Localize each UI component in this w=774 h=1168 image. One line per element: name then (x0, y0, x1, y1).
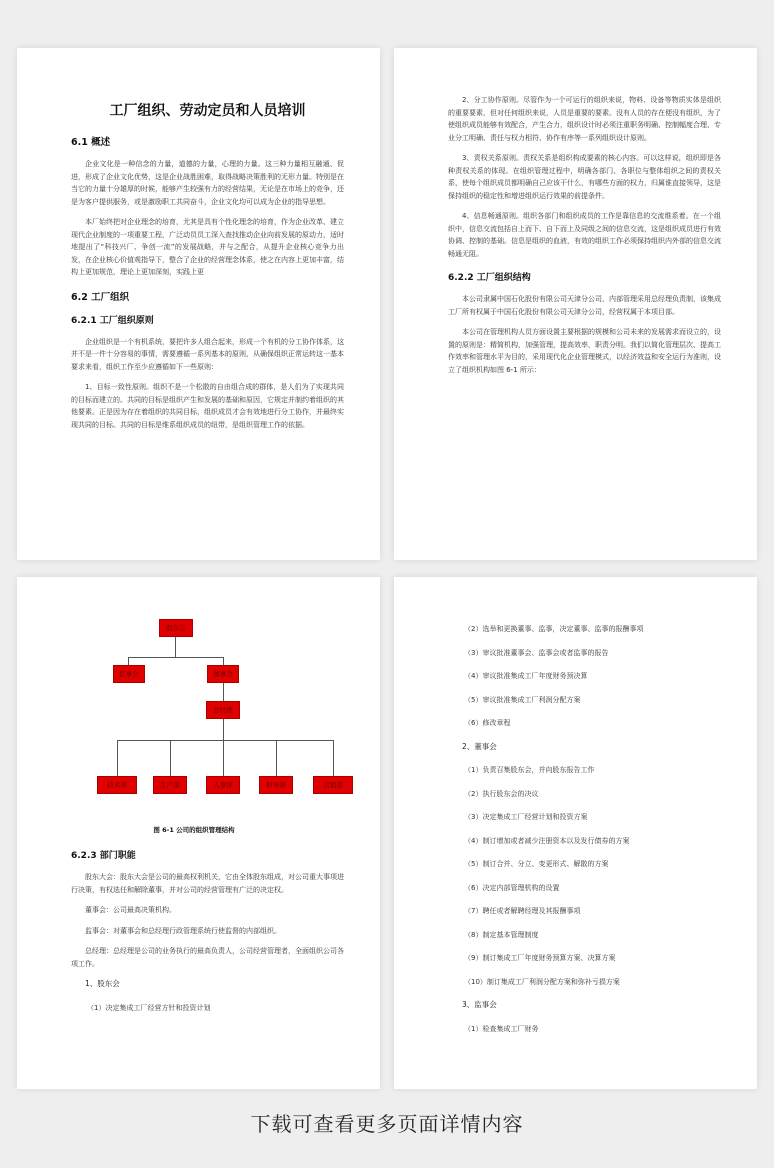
paragraph: 4、信息畅通原则。组织各部门和组织成员的工作是靠信息的交流维系着。在一个组织中，信息交流包括自上而下、自下而上及同级之间的信息交流，这是组织成员进行有效协调、控制的基础。信息是组织的血液，有效的组织工作必须保持组织内外部的信息交流畅通无阻。 (448, 212, 721, 258)
org-chart (49, 619, 343, 819)
org-box-board: 董事会 (207, 665, 239, 683)
paragraph: 董事会：公司最高决策机构。 (85, 906, 176, 914)
list-item: （5）制订合并、分立、变更形式、解散的方案 (464, 860, 609, 868)
connector-line (223, 719, 224, 740)
list-item: （6）决定内部管理机构的设置 (464, 883, 560, 892)
document-title: 工厂组织、劳动定员和人员培训 (109, 103, 306, 119)
list-item: （4）制订增加或者减少注册资本以及发行债券的方案 (464, 836, 630, 845)
org-box-shareholders: 股东会 (159, 619, 193, 637)
section-6-2-heading: 6.2 工厂组织 (71, 291, 130, 303)
org-box-general-manager: 总经理 (206, 701, 240, 719)
section-6-1-heading: 6.1 概述 (71, 137, 111, 148)
org-box-dept: 财务部 (259, 776, 293, 794)
list-item: （2）选举和更换董事、监事，决定董事、监事的报酬事项 (464, 625, 644, 633)
list-item: （5）审议批准集成工厂利润分配方案 (464, 695, 581, 704)
connector-line (175, 637, 176, 657)
paragraph: 3、责权关系原则。责权关系是组织构成要素的核心内容。可以这样说，组织即是各种责权关系的体现。在组织管理过程中，明确各部门、各职位与整体组织之间的责权关系，使每个组织成员都明确自己应该干什么，有哪些方面的权力，归属谁直接领导，这是保持组织的稳定性和增进组织运行效果的前提条件。 (448, 154, 721, 200)
figure-caption: 图 6-1 公司的组织管理结构 (153, 826, 235, 834)
document-page-2 (394, 48, 757, 560)
connector-line (117, 740, 118, 776)
paragraph: 总经理：总经理是公司的业务执行的最高负责人，公司经营管理者，全面组织公司各项工作。 (71, 947, 344, 968)
connector-line (333, 740, 334, 776)
section-6-2-2-heading: 6.2.2 工厂组织结构 (448, 273, 531, 283)
connector-line (223, 740, 224, 776)
list-item: （6）修改章程 (464, 719, 511, 727)
section-6-2-1-heading: 6.2.1 工厂组织原则 (71, 315, 154, 326)
list-item: （1）负责召集股东会，并向股东报告工作 (464, 766, 595, 774)
document-page-1 (17, 48, 380, 560)
subsection-label: 2、董事会 (462, 741, 497, 751)
org-box-dept: 营销部 (313, 776, 353, 794)
connector-line (223, 657, 224, 665)
org-box-dept: 人事部 (206, 776, 240, 794)
paragraph: 本公司隶属中国石化股份有限公司天津分公司，内部管理采用总经理负责制，该集成工厂所有权属于中国石化股份有限公司天津分公司，经营权属于本项目部。 (448, 295, 721, 316)
list-item: （10）制订集成工厂利润分配方案和弥补亏损方案 (464, 977, 620, 986)
list-item: （4）审议批准集成工厂年度财务预决算 (464, 672, 588, 680)
paragraph: 监事会：对董事会和总经理行政管理系统行使监督的内部组织。 (85, 926, 281, 935)
paragraph: 本公司在管理机构人员方面设置主要根据的规模和公司未来的发展需求而设立的，设置的原则是：精简机构，加强管理，提高效率，职责分明。我们以简化管理层次、提高工作效率和管理水平为目的，采用现代化企业管理模式，以经济效益和安全运行为准则，设立了组织机构如图 6-1 所示： (448, 328, 721, 374)
connector-line (170, 740, 171, 776)
document-page-3 (17, 577, 380, 1089)
org-box-supervisors: 监事会 (113, 665, 145, 683)
list-item: （1）决定集成工厂经营方针和投资计划 (87, 1003, 211, 1012)
subsection-label: 3、监事会 (462, 1000, 497, 1009)
connector-line (128, 657, 129, 665)
list-item: （7）聘任或者解聘经理及其报酬事项 (464, 907, 581, 915)
connector-line (128, 657, 223, 658)
download-more-link[interactable]: 下载可查看更多页面详情内容 (250, 1112, 524, 1136)
list-item: （1）检查集成工厂财务 (464, 1024, 539, 1033)
list-item: （3）审议批准董事会、监事会或者监事的报告 (464, 648, 609, 657)
section-6-2-3-heading: 6.2.3 部门职能 (71, 851, 136, 861)
connector-line (117, 740, 333, 741)
document-page-4 (394, 577, 757, 1089)
paragraph: 企业组织是一个有机系统，要把许多人组合起来，形成一个有机的分工协作体系，这并不是一件十分容易的事情，需要遵循一系列基本的原则，从确保组织正常运转这一基本要求来看，组织工作至少应遵循如下一些原则： (71, 337, 344, 371)
list-item: （8）制定基本管理制度 (464, 930, 539, 939)
paragraph: 本厂始终把对企业理念的培育，尤其是具有个性化理念的培育，作为企业改革、建立现代企业制度的一项重要工程，广泛动员员工深入查找推动企业向前发展的原动力，适时地提出了“科技兴厂、争创一流”的发展战略，并与之配合，从提升企业核心竞争力出发，在企业核心价值观指导下，整合了企业的经营理念体系，使之在内容上更加丰富，结构上更加规范，理论上更加深刻，实践上更 (71, 218, 344, 276)
list-item: （3）决定集成工厂经营计划和投资方案 (464, 813, 588, 821)
connector-line (276, 740, 277, 776)
org-box-dept: 生产部 (153, 776, 187, 794)
list-item: （2）执行股东会的决议 (464, 789, 539, 798)
org-box-dept: 技术部 (97, 776, 137, 794)
paragraph: 1、目标一致性原则。组织不是一个松散的自由组合成的群体，是人们为了实现共同的目标而建立的。共同的目标是组织产生和发展的基础和原因，它规定并制约着组织的其他要素。正是因为存在着组织的共同目标，组织成员才会有效地进行分工协作，并最终实现共同的目标。共同的目标是维系组织成员的纽带，是组织管理工作的依据。 (71, 383, 344, 429)
paragraph: 股东大会：股东大会是公司的最高权利机关，它由全体股东组成，对公司重大事项进行决策，有权选任和解除董事，并对公司的经营管理有广泛的决定权。 (71, 873, 344, 894)
connector-line (223, 683, 224, 701)
paragraph: 企业文化是一种信念的力量，道德的力量，心理的力量。这三种力量相互融通、促进，形成了企业文化优势，这是企业战胜困难，取得战略决策胜利的无形力量。特别是在当它的力量十分雄厚的时候，能够产生较强有力的经营结果，无论是在市场上的竞争，还是为客户提供服务，或是激励职工共同奋斗，企业文化均可以成为企业的指导思想。 (71, 160, 344, 206)
paragraph: 2、分工协作原则。尽管作为一个可运行的组织来说，物料、设备等物质实体是组织的重要要素，但对任何组织来说，人员是重要的要素。没有人员的存在便没有组织，为了使组织成员能够有效配合，产生合力，组织设计时必须注重职务明确、控制幅度合理、专业分工明确、责任与权力相符、协作有序等一系列组织设计原则。 (448, 96, 721, 142)
list-item: （9）制订集成工厂年度财务预算方案、决算方案 (464, 954, 616, 962)
subsection-label: 1、股东会 (85, 979, 120, 988)
